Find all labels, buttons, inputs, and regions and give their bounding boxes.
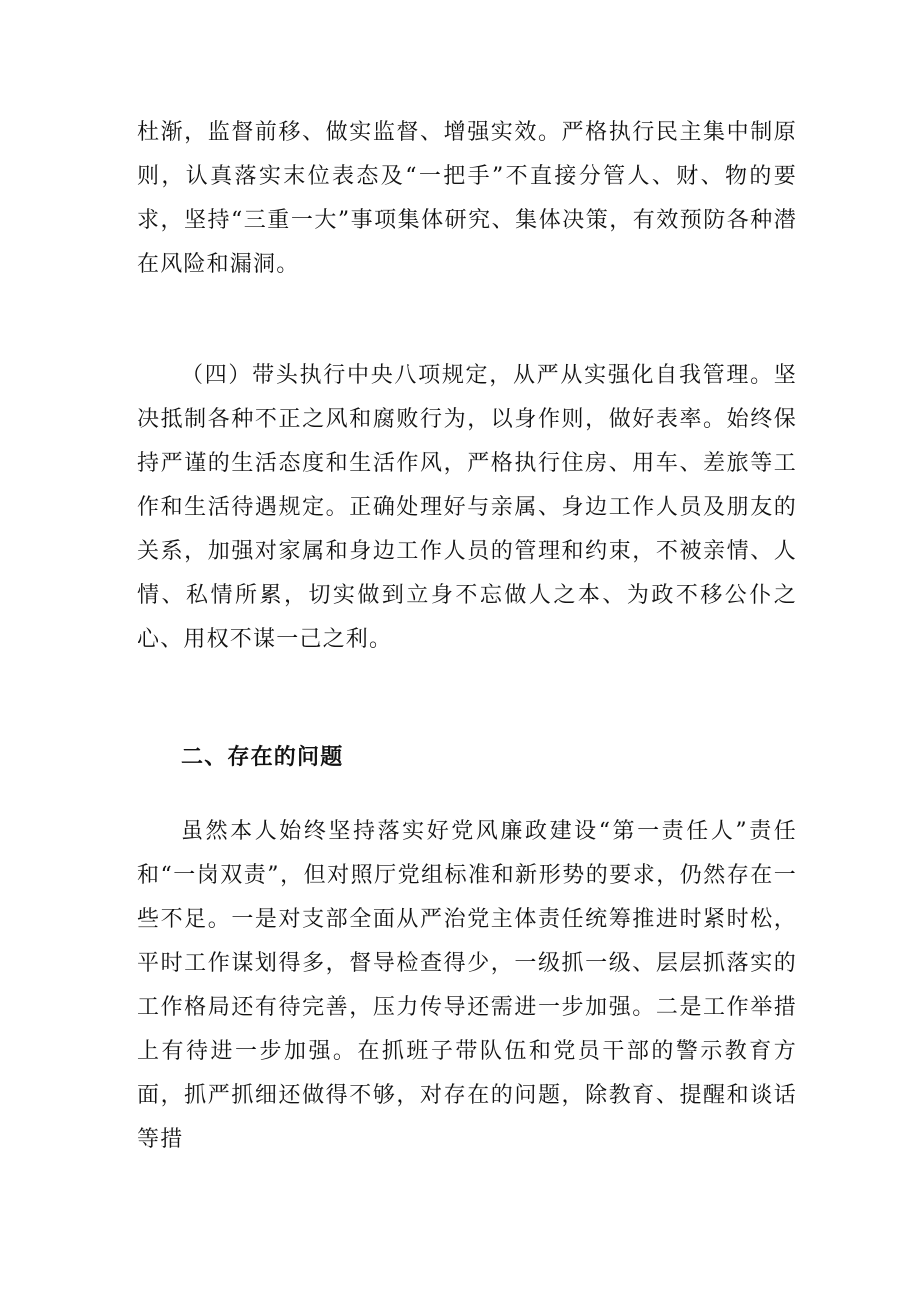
paragraph-item-four: （四）带头执行中央八项规定，从严从实强化自我管理。坚决抵制各种不正之风和腐败行为，以身作则，做好表率。始终保持严谨的生活态度和生活作风，严格执行住房、用车、差旅等工作和生活待遇规定。正确处理好与亲属、身边工作人员及朋友的关系，加强对家属和身边工作人员的管理和约束，不被亲情、人情、私情所累，切实做到立身不忘做人之本、为政不移公仆之心、用权不谋一己之利。 — [137, 363, 797, 652]
paragraph-section-two-body: 虽然本人始终坚持落实好党风廉政建设“第一责任人”责任和“一岗双责”，但对照厅党组标准和新形势的要求，仍然存在一些不足。一是对支部全面从严治党主体责任统筹推进时紧时松，平时工作谋划得多，督导检查得少，一级抓一级、层层抓落实的工作格局还有待完善，压力传导还需进一步加强。二是工作举措上有待进一步加强。在抓班子带队伍和党员干部的警示教育方面，抓严抓细还做得不够，对存在的问题，除教育、提醒和谈话等措 — [137, 819, 797, 1152]
section-heading-existing-problems: 二、存在的问题 — [181, 744, 344, 770]
paragraph-continuation: 杜渐，监督前移、做实监督、增强实效。严格执行民主集中制原则，认真落实末位表态及“一把手”不直接分管人、财、物的要求，坚持“三重一大”事项集体研究、集体决策，有效预防各种潜在风险和漏洞。 — [137, 120, 797, 277]
